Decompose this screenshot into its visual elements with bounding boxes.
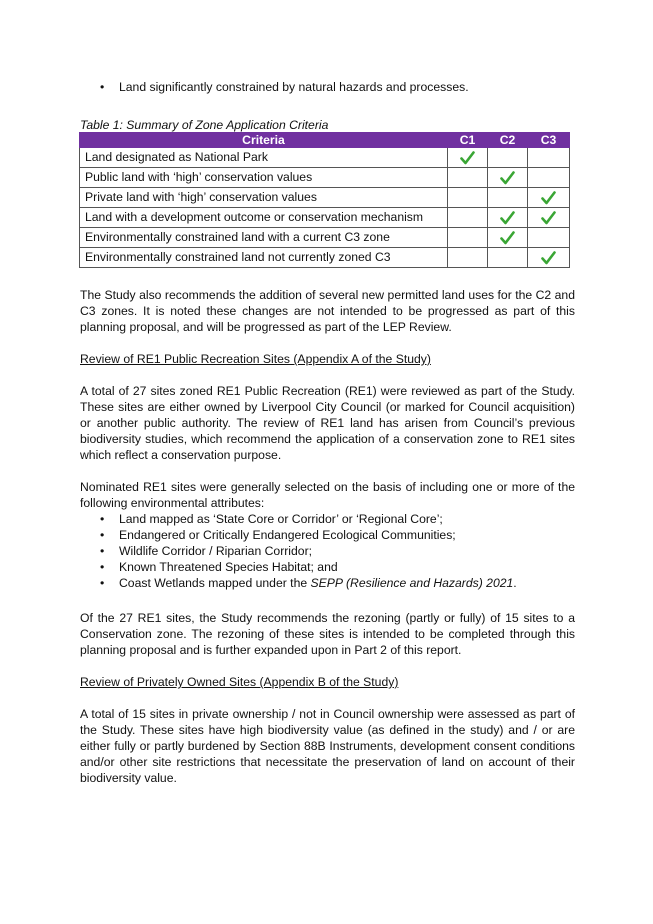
cell-c2 <box>488 168 528 188</box>
cell-c2 <box>488 188 528 208</box>
cell-c3 <box>528 248 570 268</box>
paragraph-private-sites: A total of 15 sites in private ownership / not in Council ownership were assessed as part of the Study. These sites have high biodiversity value (as defined in the study) and / or are either fully or partly burdened by Section 88B Instruments, development consent conditions and/or other site restrictions that necessitate the preservation of land on account of their biodiversity value. <box>80 707 575 785</box>
cell-c1 <box>448 168 488 188</box>
cell-c3 <box>528 188 570 208</box>
checkmark-icon <box>500 170 515 184</box>
cell-c2 <box>488 248 528 268</box>
list-item: • Land mapped as ‘State Core or Corridor’ or ‘Regional Core’; <box>100 512 443 526</box>
criteria-cell: Land designated as National Park <box>80 148 448 168</box>
cell-c1 <box>448 208 488 228</box>
criteria-cell: Land with a development outcome or conservation mechanism <box>80 208 448 228</box>
table-caption: Table 1: Summary of Zone Application Criteria <box>80 118 329 132</box>
checkmark-icon <box>541 210 556 224</box>
list-item: • Coast Wetlands mapped under the SEPP (Resilience and Hazards) 2021. <box>100 576 517 590</box>
cell-c3 <box>528 148 570 168</box>
table-row <box>80 188 570 208</box>
paragraph-rezoning: Of the 27 RE1 sites, the Study recommends the rezoning (partly or fully) of 15 sites to a Conservation zone. The rezoning of these sites is intended to be completed through this planning proposal and is further expanded upon in Part 2 of this report. <box>80 611 575 657</box>
table-row <box>80 248 570 268</box>
header-c1: C1 <box>448 133 488 148</box>
list-item: • Endangered or Critically Endangered Ecological Communities; <box>100 528 456 542</box>
checkmark-icon <box>460 150 475 164</box>
cell-c3 <box>528 168 570 188</box>
sepp-title: SEPP (Resilience and Hazards) 2021 <box>310 576 514 590</box>
bullet-icon: • <box>100 560 105 574</box>
paragraph-permitted-uses: The Study also recommends the addition of several new permitted land uses for the C2 and C3 zones. It is noted these changes are not intended to be progressed as part of this planning proposal, and will be progressed as part of the LEP Review. <box>80 288 575 334</box>
cell-c2 <box>488 148 528 168</box>
bullet-icon: • <box>100 576 105 590</box>
table-row <box>80 168 570 188</box>
bullet-icon: • <box>100 544 105 558</box>
checkmark-icon <box>541 250 556 264</box>
checkmark-icon <box>541 190 556 204</box>
cell-c3 <box>528 228 570 248</box>
paragraph-re1-sites: A total of 27 sites zoned RE1 Public Recreation (RE1) were reviewed as part of the Study. These sites are either owned by Liverpool City Council (or marked for Council acquisition) or another public authority. The review of RE1 land has arisen from Council’s previous biodiversity studies, which recommend the application of a conservation zone to RE1 sites which reflect a conservation purpose. <box>80 384 575 462</box>
criteria-cell: Public land with ‘high’ conservation values <box>80 168 448 188</box>
list-item: • Wildlife Corridor / Riparian Corridor; <box>100 544 313 558</box>
criteria-cell: Environmentally constrained land with a current C3 zone <box>80 228 448 248</box>
cell-c1 <box>448 228 488 248</box>
criteria-cell: Private land with ‘high’ conservation values <box>80 188 448 208</box>
zone-criteria-table <box>79 132 570 268</box>
heading-private-sites-review: Review of Privately Owned Sites (Appendix B of the Study) <box>80 675 399 689</box>
table-header-row <box>80 133 570 148</box>
paragraph-nominated-sites: Nominated RE1 sites were generally selected on the basis of including one or more of the following environmental attributes: <box>80 480 575 510</box>
attribute-bullet-list <box>80 511 575 591</box>
cell-c2 <box>488 228 528 248</box>
cell-c1 <box>448 148 488 168</box>
table-row <box>80 208 570 228</box>
table-row <box>80 228 570 248</box>
checkmark-icon <box>500 210 515 224</box>
bullet-icon: • <box>100 512 105 526</box>
table-row <box>80 148 570 168</box>
cell-c3 <box>528 208 570 228</box>
bullet-icon: • <box>100 80 105 94</box>
header-c3: C3 <box>528 133 570 148</box>
list-item: • Known Threatened Species Habitat; and <box>100 560 338 574</box>
cell-c1 <box>448 248 488 268</box>
cell-c1 <box>448 188 488 208</box>
table-body <box>80 148 570 268</box>
checkmark-icon <box>500 230 515 244</box>
cell-c2 <box>488 208 528 228</box>
list-item: • Land significantly constrained by natural hazards and processes. <box>100 80 469 94</box>
heading-re1-review: Review of RE1 Public Recreation Sites (Appendix A of the Study) <box>80 352 431 366</box>
bullet-icon: • <box>100 528 105 542</box>
header-criteria: Criteria <box>80 133 448 148</box>
criteria-cell: Environmentally constrained land not currently zoned C3 <box>80 248 448 268</box>
header-c2: C2 <box>488 133 528 148</box>
intro-bullet-list <box>80 79 575 95</box>
